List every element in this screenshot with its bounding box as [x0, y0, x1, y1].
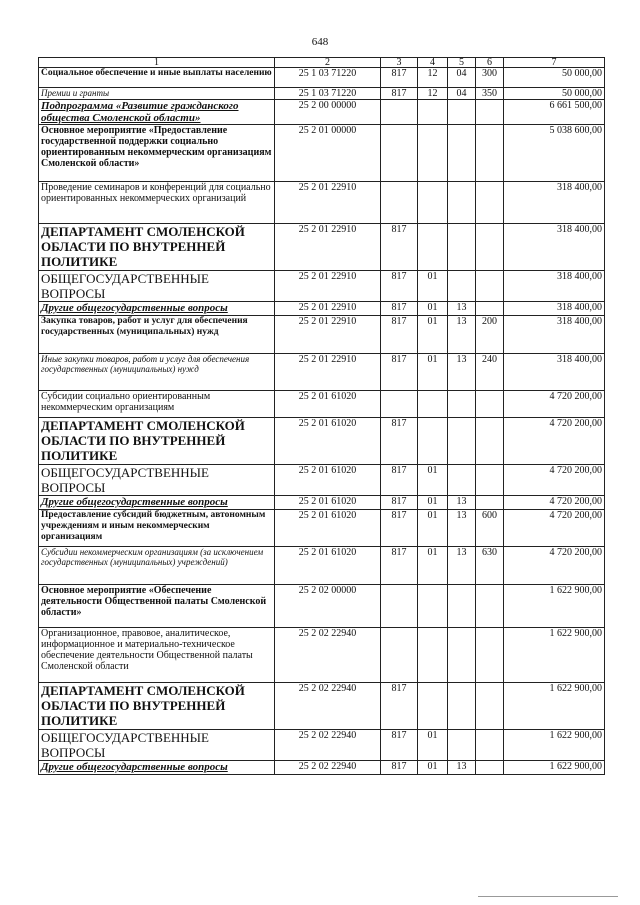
table-row	[39, 547, 605, 585]
row-ministry-cell: 817	[381, 683, 418, 730]
row-subsection-cell	[448, 182, 476, 224]
table-row	[39, 182, 605, 224]
row-section-cell: 12	[418, 68, 448, 88]
table-body	[39, 68, 605, 775]
row-subsection-cell	[448, 730, 476, 761]
table-row	[39, 496, 605, 510]
row-code-cell: 25 1 03 71220	[275, 88, 381, 100]
row-ministry-cell: 817	[381, 88, 418, 100]
table-row	[39, 761, 605, 775]
row-name-cell: ДЕПАРТАМЕНТ СМОЛЕНСКОЙ ОБЛАСТИ ПО ВНУТРЕННЕЙ ПОЛИТИКЕ	[39, 683, 275, 730]
row-section-cell: 12	[418, 88, 448, 100]
row-code-cell: 25 2 01 22910	[275, 224, 381, 271]
row-amount-cell: 1 622 900,00	[504, 683, 605, 730]
row-subsection-cell: 04	[448, 88, 476, 100]
row-amount-cell: 6 661 500,00	[504, 100, 605, 125]
row-ministry-cell: 817	[381, 302, 418, 316]
row-expense-type-cell: 630	[476, 547, 504, 585]
row-amount-cell: 318 400,00	[504, 182, 605, 224]
row-code-cell: 25 2 01 22910	[275, 271, 381, 302]
row-subsection-cell	[448, 683, 476, 730]
row-name-cell: Социальное обеспечение и иные выплаты населению	[39, 68, 275, 88]
table-row	[39, 510, 605, 547]
row-amount-cell: 318 400,00	[504, 224, 605, 271]
row-amount-cell: 50 000,00	[504, 68, 605, 88]
row-section-cell	[418, 224, 448, 271]
row-ministry-cell: 817	[381, 354, 418, 391]
row-name-cell: ОБЩЕГОСУДАРСТВЕННЫЕ ВОПРОСЫ	[39, 465, 275, 496]
row-subsection-cell: 13	[448, 496, 476, 510]
row-name-cell: Предоставление субсидий бюджетным, автономным учреждениям и иным некоммерческим организациям	[39, 510, 275, 547]
row-expense-type-cell	[476, 302, 504, 316]
row-amount-cell: 1 622 900,00	[504, 761, 605, 775]
row-code-cell: 25 1 03 71220	[275, 68, 381, 88]
row-name-cell: Закупка товаров, работ и услуг для обеспечения государственных (муниципальных) нужд	[39, 316, 275, 354]
row-expense-type-cell: 600	[476, 510, 504, 547]
row-subsection-cell	[448, 585, 476, 628]
row-amount-cell: 318 400,00	[504, 354, 605, 391]
row-expense-type-cell	[476, 730, 504, 761]
row-ministry-cell: 817	[381, 316, 418, 354]
row-expense-type-cell: 240	[476, 354, 504, 391]
row-ministry-cell: 817	[381, 465, 418, 496]
table-row	[39, 465, 605, 496]
table-row	[39, 125, 605, 182]
row-name-cell: Другие общегосударственные вопросы	[39, 761, 275, 775]
row-expense-type-cell	[476, 683, 504, 730]
row-amount-cell: 4 720 200,00	[504, 391, 605, 418]
row-ministry-cell	[381, 100, 418, 125]
row-code-cell: 25 2 01 61020	[275, 547, 381, 585]
row-ministry-cell	[381, 125, 418, 182]
row-amount-cell: 318 400,00	[504, 271, 605, 302]
row-expense-type-cell	[476, 761, 504, 775]
row-name-cell: Иные закупки товаров, работ и услуг для обеспечения государственных (муниципальных) нужд	[39, 354, 275, 391]
row-name-cell: Основное мероприятие «Предоставление государственной поддержки социально ориентированным некоммерческим организациям Смоленской области»	[39, 125, 275, 182]
row-amount-cell: 4 720 200,00	[504, 465, 605, 496]
row-section-cell	[418, 683, 448, 730]
row-code-cell: 25 2 02 22940	[275, 683, 381, 730]
row-subsection-cell: 04	[448, 68, 476, 88]
row-amount-cell: 4 720 200,00	[504, 418, 605, 465]
row-code-cell: 25 2 01 22910	[275, 182, 381, 224]
row-name-cell: Другие общегосударственные вопросы	[39, 496, 275, 510]
row-subsection-cell: 13	[448, 302, 476, 316]
row-expense-type-cell	[476, 182, 504, 224]
row-ministry-cell	[381, 585, 418, 628]
row-amount-cell: 1 622 900,00	[504, 628, 605, 683]
row-expense-type-cell	[476, 391, 504, 418]
row-section-cell	[418, 585, 448, 628]
table-row	[39, 585, 605, 628]
row-section-cell: 01	[418, 271, 448, 302]
row-subsection-cell	[448, 465, 476, 496]
row-code-cell: 25 2 02 22940	[275, 628, 381, 683]
row-subsection-cell: 13	[448, 354, 476, 391]
row-code-cell: 25 2 01 61020	[275, 418, 381, 465]
budget-table	[38, 57, 605, 775]
row-ministry-cell: 817	[381, 761, 418, 775]
footer-divider	[478, 896, 618, 897]
row-name-cell: ДЕПАРТАМЕНТ СМОЛЕНСКОЙ ОБЛАСТИ ПО ВНУТРЕННЕЙ ПОЛИТИКЕ	[39, 224, 275, 271]
row-expense-type-cell	[476, 125, 504, 182]
row-amount-cell: 318 400,00	[504, 302, 605, 316]
row-subsection-cell: 13	[448, 316, 476, 354]
row-subsection-cell: 13	[448, 761, 476, 775]
row-section-cell	[418, 391, 448, 418]
row-section-cell	[418, 418, 448, 465]
table-row	[39, 628, 605, 683]
column-header: 7	[504, 58, 605, 68]
row-name-cell: Организационное, правовое, аналитическое, информационное и материально-техническое обеспечение деятельности Общественной палаты Смоленской области	[39, 628, 275, 683]
row-expense-type-cell	[476, 585, 504, 628]
row-code-cell: 25 2 01 22910	[275, 302, 381, 316]
row-expense-type-cell	[476, 271, 504, 302]
row-ministry-cell: 817	[381, 730, 418, 761]
row-expense-type-cell: 350	[476, 88, 504, 100]
row-code-cell: 25 2 02 00000	[275, 585, 381, 628]
table-row	[39, 730, 605, 761]
row-section-cell: 01	[418, 465, 448, 496]
row-subsection-cell: 13	[448, 547, 476, 585]
row-section-cell	[418, 100, 448, 125]
row-section-cell: 01	[418, 761, 448, 775]
table-row	[39, 354, 605, 391]
row-name-cell: Субсидии социально ориентированным некоммерческим организациям	[39, 391, 275, 418]
row-expense-type-cell	[476, 100, 504, 125]
row-subsection-cell: 13	[448, 510, 476, 547]
row-expense-type-cell: 200	[476, 316, 504, 354]
row-code-cell: 25 2 00 00000	[275, 100, 381, 125]
table-row	[39, 271, 605, 302]
row-ministry-cell: 817	[381, 418, 418, 465]
column-header: 2	[275, 58, 381, 68]
row-section-cell	[418, 628, 448, 683]
table-row	[39, 302, 605, 316]
row-subsection-cell	[448, 125, 476, 182]
row-ministry-cell	[381, 182, 418, 224]
row-code-cell: 25 2 01 00000	[275, 125, 381, 182]
row-ministry-cell: 817	[381, 547, 418, 585]
row-ministry-cell: 817	[381, 224, 418, 271]
row-expense-type-cell	[476, 224, 504, 271]
table-row	[39, 88, 605, 100]
table-row	[39, 683, 605, 730]
row-ministry-cell: 817	[381, 68, 418, 88]
row-code-cell: 25 2 01 61020	[275, 496, 381, 510]
row-ministry-cell: 817	[381, 271, 418, 302]
row-code-cell: 25 2 01 61020	[275, 465, 381, 496]
row-section-cell: 01	[418, 354, 448, 391]
row-amount-cell: 4 720 200,00	[504, 510, 605, 547]
column-header-row	[39, 58, 605, 68]
row-section-cell	[418, 182, 448, 224]
row-expense-type-cell	[476, 465, 504, 496]
row-amount-cell: 1 622 900,00	[504, 730, 605, 761]
table-row	[39, 68, 605, 88]
row-ministry-cell: 817	[381, 496, 418, 510]
row-amount-cell: 4 720 200,00	[504, 547, 605, 585]
row-name-cell: Премии и гранты	[39, 88, 275, 100]
row-amount-cell: 318 400,00	[504, 316, 605, 354]
row-subsection-cell	[448, 418, 476, 465]
row-name-cell: Субсидии некоммерческим организациям (за исключением государственных (муниципальных) учреждений)	[39, 547, 275, 585]
row-subsection-cell	[448, 100, 476, 125]
row-section-cell	[418, 125, 448, 182]
row-name-cell: ДЕПАРТАМЕНТ СМОЛЕНСКОЙ ОБЛАСТИ ПО ВНУТРЕННЕЙ ПОЛИТИКЕ	[39, 418, 275, 465]
column-header: 4	[418, 58, 448, 68]
row-subsection-cell	[448, 224, 476, 271]
row-name-cell: Основное мероприятие «Обеспечение деятельности Общественной палаты Смоленской области»	[39, 585, 275, 628]
row-expense-type-cell	[476, 496, 504, 510]
row-section-cell: 01	[418, 302, 448, 316]
row-subsection-cell	[448, 271, 476, 302]
row-name-cell: ОБЩЕГОСУДАРСТВЕННЫЕ ВОПРОСЫ	[39, 271, 275, 302]
row-ministry-cell	[381, 628, 418, 683]
row-amount-cell: 1 622 900,00	[504, 585, 605, 628]
row-code-cell: 25 2 01 22910	[275, 316, 381, 354]
column-header: 5	[448, 58, 476, 68]
row-amount-cell: 50 000,00	[504, 88, 605, 100]
column-header: 6	[476, 58, 504, 68]
row-ministry-cell	[381, 391, 418, 418]
row-expense-type-cell	[476, 628, 504, 683]
row-expense-type-cell	[476, 418, 504, 465]
row-ministry-cell: 817	[381, 510, 418, 547]
row-code-cell: 25 2 01 22910	[275, 354, 381, 391]
row-subsection-cell	[448, 628, 476, 683]
row-code-cell: 25 2 01 61020	[275, 510, 381, 547]
table-row	[39, 391, 605, 418]
row-name-cell: ОБЩЕГОСУДАРСТВЕННЫЕ ВОПРОСЫ	[39, 730, 275, 761]
row-name-cell: Проведение семинаров и конференций для социально ориентированных некоммерческих организаций	[39, 182, 275, 224]
column-header: 1	[39, 58, 275, 68]
column-header: 3	[381, 58, 418, 68]
row-code-cell: 25 2 01 61020	[275, 391, 381, 418]
table-row	[39, 224, 605, 271]
row-expense-type-cell: 300	[476, 68, 504, 88]
row-section-cell: 01	[418, 730, 448, 761]
row-section-cell: 01	[418, 496, 448, 510]
row-amount-cell: 5 038 600,00	[504, 125, 605, 182]
table-row	[39, 418, 605, 465]
row-section-cell: 01	[418, 316, 448, 354]
table-row	[39, 100, 605, 125]
page-number: 648	[311, 36, 329, 48]
row-name-cell: Другие общегосударственные вопросы	[39, 302, 275, 316]
row-code-cell: 25 2 02 22940	[275, 730, 381, 761]
table-row	[39, 316, 605, 354]
row-code-cell: 25 2 02 22940	[275, 761, 381, 775]
row-amount-cell: 4 720 200,00	[504, 496, 605, 510]
row-section-cell: 01	[418, 547, 448, 585]
row-section-cell: 01	[418, 510, 448, 547]
row-name-cell: Подпрограмма «Развитие гражданского общества Смоленской области»	[39, 100, 275, 125]
row-subsection-cell	[448, 391, 476, 418]
